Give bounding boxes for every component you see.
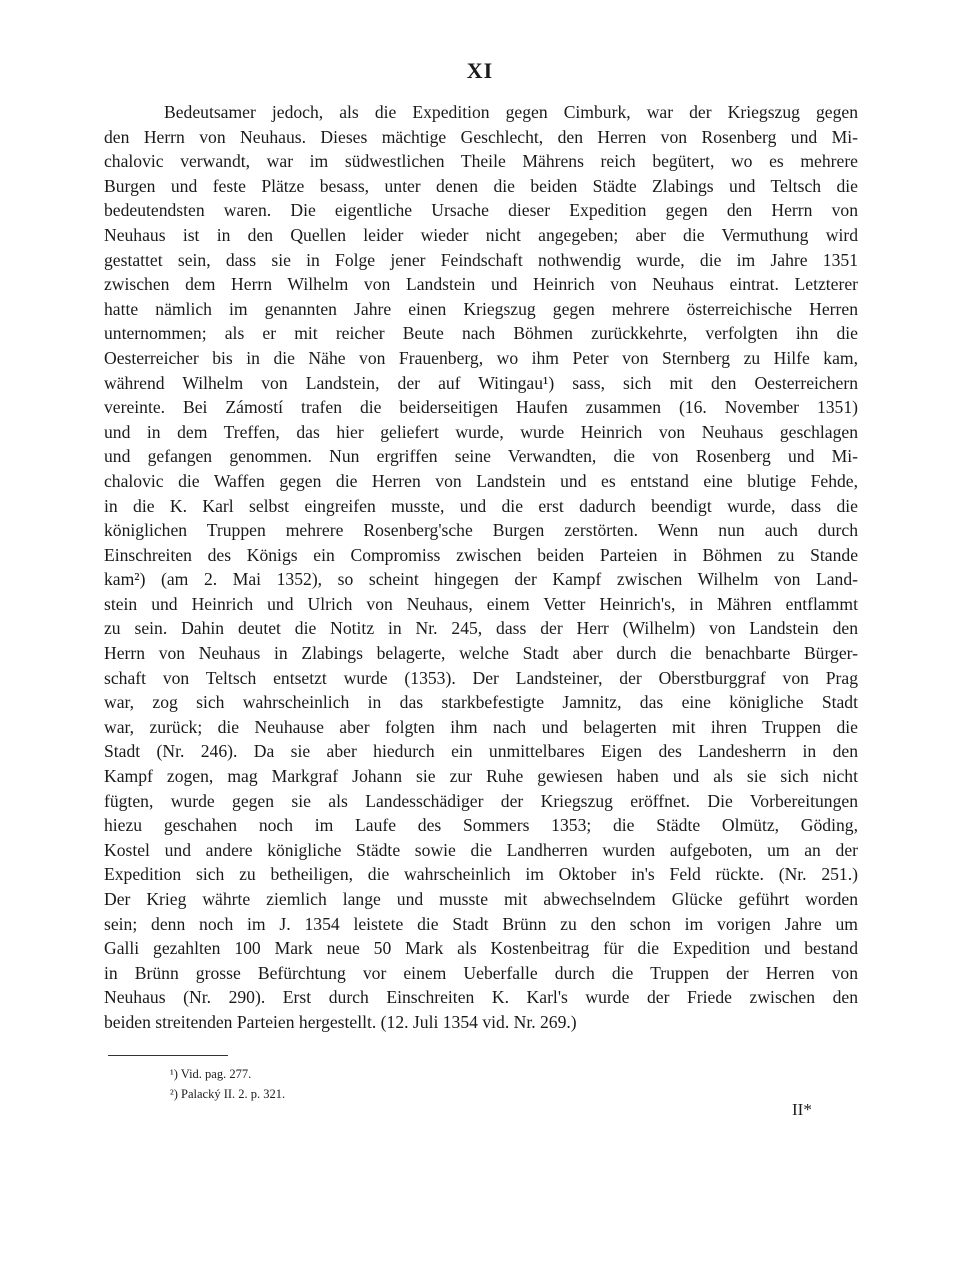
text-line: zwischen dem Herrn Wilhelm von Landstein und Heinrich von Neuhaus eintrat. Letzterer xyxy=(104,274,858,295)
text-line: Neuhaus ist in den Quellen leider wieder nicht angegeben; aber die Vermuthung wird xyxy=(104,224,858,245)
text-line: hatte nämlich im genannten Jahre einen Kriegszug gegen mehrere österreichische Herren xyxy=(104,298,858,319)
sheet-signature: II* xyxy=(792,1100,812,1119)
text-line: Burgen und feste Plätze besass, unter denen die beiden Städte Zlabings und Teltsch die xyxy=(104,175,858,196)
text-line: Oesterreicher bis in die Nähe von Frauenberg, wo ihm Peter von Sternberg zu Hilfe kam, xyxy=(104,347,858,368)
text-line: königlichen Truppen mehrere Rosenberg'sche Burgen zerstörten. Wenn nun auch durch xyxy=(104,520,858,541)
text-line: und gefangen genommen. Nun ergriffen seine Verwandten, die von Rosenberg und Mi- xyxy=(104,446,858,467)
text-line: Bedeutsamer jedoch, als die Expedition gegen Cimburk, war der Kriegszug gegen xyxy=(164,102,858,122)
text-line: Galli gezahlten 100 Mark neue 50 Mark als Kostenbeitrag für die Expedition und bestand xyxy=(104,938,858,959)
text-line: war, zog sich wahrscheinlich in das starkbefestigte Jamnitz, das eine königliche Stadt xyxy=(104,692,858,713)
text-line: Neuhaus (Nr. 290). Erst durch Einschreiten K. Karl's wurde der Friede zwischen den xyxy=(104,987,858,1008)
text-line: Einschreiten des Königs ein Compromiss zwischen beiden Parteien in Böhmen zu Stande xyxy=(104,544,858,565)
text-line: chalovic die Waffen gegen die Herren von Landstein und es entstand eine blutige Fehde, xyxy=(104,470,858,491)
text-line: in Brünn grosse Befürchtung vor einem Ueberfalle durch die Truppen der Herren von xyxy=(104,962,858,983)
text-line: stein und Heinrich und Ulrich von Neuhaus, einem Vetter Heinrich's, in Mähren entflammt xyxy=(104,593,858,614)
text-line: Kampf zogen, mag Markgraf Johann sie zur Ruhe gewiesen haben und als sie sich nicht xyxy=(104,766,858,787)
text-line: war, zurück; die Neuhause aber folgten ihm nach und belagerten mit ihren Truppen die xyxy=(104,716,858,737)
text-line: Stadt (Nr. 246). Da sie aber hiedurch ein unmittelbares Eigen des Landesherrn in den xyxy=(104,741,858,762)
text-line: und in dem Treffen, das hier geliefert wurde, wurde Heinrich von Neuhaus geschlagen xyxy=(104,421,858,442)
text-line: kam²) (am 2. Mai 1352), so scheint hingegen der Kampf zwischen Wilhelm von Land- xyxy=(104,569,858,590)
footnote-2: ²) Palacký II. 2. p. 321. xyxy=(170,1087,286,1101)
footnote-separator xyxy=(108,1055,228,1056)
footnotes xyxy=(170,1064,285,1104)
text-line: fügten, wurde gegen sie als Landesschädiger der Kriegszug eröffnet. Die Vorbereitungen xyxy=(104,790,858,811)
body-text xyxy=(104,100,858,1035)
text-line: sein; denn noch im J. 1354 leistete die Stadt Brünn zu den schon im vorigen Jahre um xyxy=(104,913,858,934)
text-line: Expedition sich zu betheiligen, die wahrscheinlich im Oktober in's Feld rückte. (Nr. 251.) xyxy=(104,864,858,885)
text-line: gestattet sein, dass sie in Folge jener Feindschaft nothwendig wurde, die im Jahre 1351 xyxy=(104,249,858,270)
text-line: zu sein. Dahin deutet die Notitz in Nr. 245, dass der Herr (Wilhelm) von Landstein den xyxy=(104,618,858,639)
text-line: in die K. Karl selbst eingreifen musste, und die erst dadurch beendigt wurde, dass die xyxy=(104,495,858,516)
text-line: schaft von Teltsch entsetzt wurde (1353). Der Landsteiner, der Oberstburggraf von Prag xyxy=(104,667,858,688)
page-number: XI xyxy=(466,58,494,83)
text-line: Der Krieg währte ziemlich lange und musste mit abwechselndem Glücke geführt worden xyxy=(104,889,858,909)
text-line: Herrn von Neuhaus in Zlabings belagerte, welche Stadt aber durch die benachbarte Bürger- xyxy=(104,643,858,664)
text-line: beiden streitenden Parteien hergestellt. (12. Juli 1354 vid. Nr. 269.) xyxy=(104,1011,577,1032)
text-line: Kostel und andere königliche Städte sowie die Landherren wurden aufgeboten, um an der xyxy=(104,839,858,860)
text-line: hiezu geschahen noch im Laufe des Sommers 1353; die Städte Olmütz, Göding, xyxy=(104,815,858,836)
text-line: bedeutendsten waren. Die eigentliche Ursache dieser Expedition gegen den Herrn von xyxy=(104,200,858,221)
text-line: vereinte. Bei Zámostí trafen die beiderseitigen Haufen zusammen (16. November 1351) xyxy=(104,397,858,418)
text-line: chalovic verwandt, war im südwestlichen Theile Mährens reich begütert, wo es mehrere xyxy=(104,151,858,172)
text-line: unternommen; als er mit reicher Beute nach Böhmen zurückkehrte, verfolgten ihn die xyxy=(104,323,858,344)
text-line: während Wilhelm von Landstein, der auf Witingau¹) sass, sich mit den Oesterreichern xyxy=(104,372,858,393)
footnote-1: ¹) Vid. pag. 277. xyxy=(170,1067,252,1081)
text-line: den Herrn von Neuhaus. Dieses mächtige Geschlecht, den Herren von Rosenberg und Mi- xyxy=(104,126,858,147)
